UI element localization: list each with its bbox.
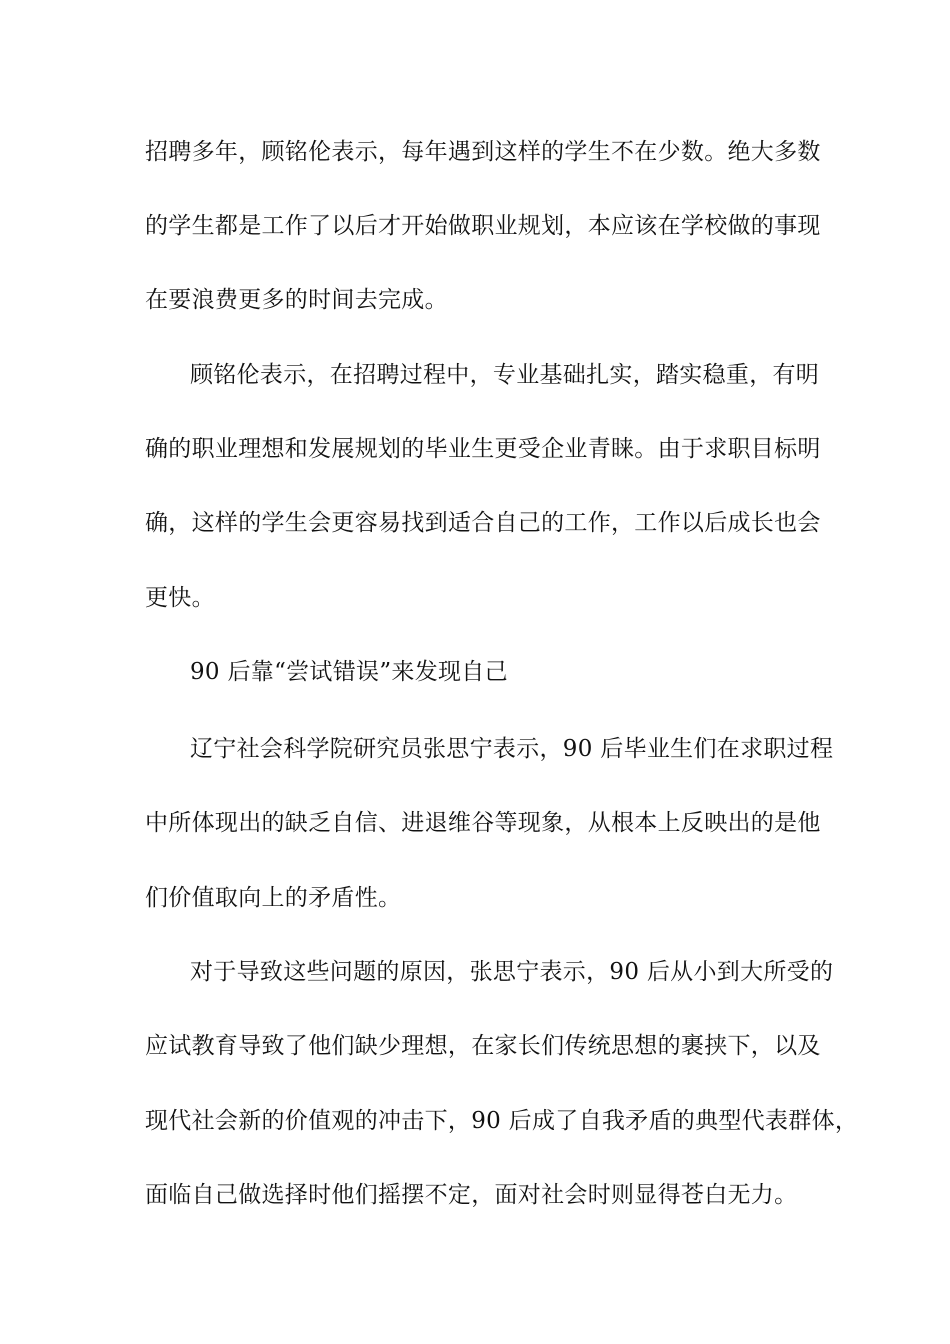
- paragraph-first-line: 顾铭伦表示，在招聘过程中，专业基础扎实，踏实稳重，有明: [190, 362, 820, 388]
- paragraph-first-line: 辽宁社会科学院研究员张思宁表示，90 后毕业生们在求职过程: [190, 736, 834, 762]
- body-text-line: 现代社会新的价值观的冲击下，90 后成了自我矛盾的典型代表群体，: [145, 1108, 859, 1134]
- body-text-line: 在要浪费更多的时间去完成。: [145, 287, 448, 313]
- body-text-line: 中所体现出的缺乏自信、进退维谷等现象，从根本上反映出的是他: [145, 810, 821, 836]
- section-heading: 90 后靠“尝试错误”来发现自己: [190, 659, 508, 685]
- body-text-line: 招聘多年，顾铭伦表示，每年遇到这样的学生不在少数。绝大多数: [145, 139, 821, 165]
- body-text-line: 的学生都是工作了以后才开始做职业规划，本应该在学校做的事现: [145, 213, 821, 239]
- body-text-line: 确，这样的学生会更容易找到适合自己的工作，工作以后成长也会: [145, 510, 821, 536]
- body-text-line: 们价值取向上的矛盾性。: [145, 885, 402, 911]
- body-text-line: 确的职业理想和发展规划的毕业生更受企业青睐。由于求职目标明: [145, 436, 821, 462]
- body-text-line: 应试教育导致了他们缺少理想，在家长们传统思想的裹挟下，以及: [145, 1033, 821, 1059]
- paragraph-first-line: 对于导致这些问题的原因，张思宁表示，90 后从小到大所受的: [190, 959, 834, 985]
- body-text-line: 面临自己做选择时他们摇摆不定，面对社会时则显得苍白无力。: [145, 1182, 798, 1208]
- body-text-line: 更快。: [145, 585, 215, 611]
